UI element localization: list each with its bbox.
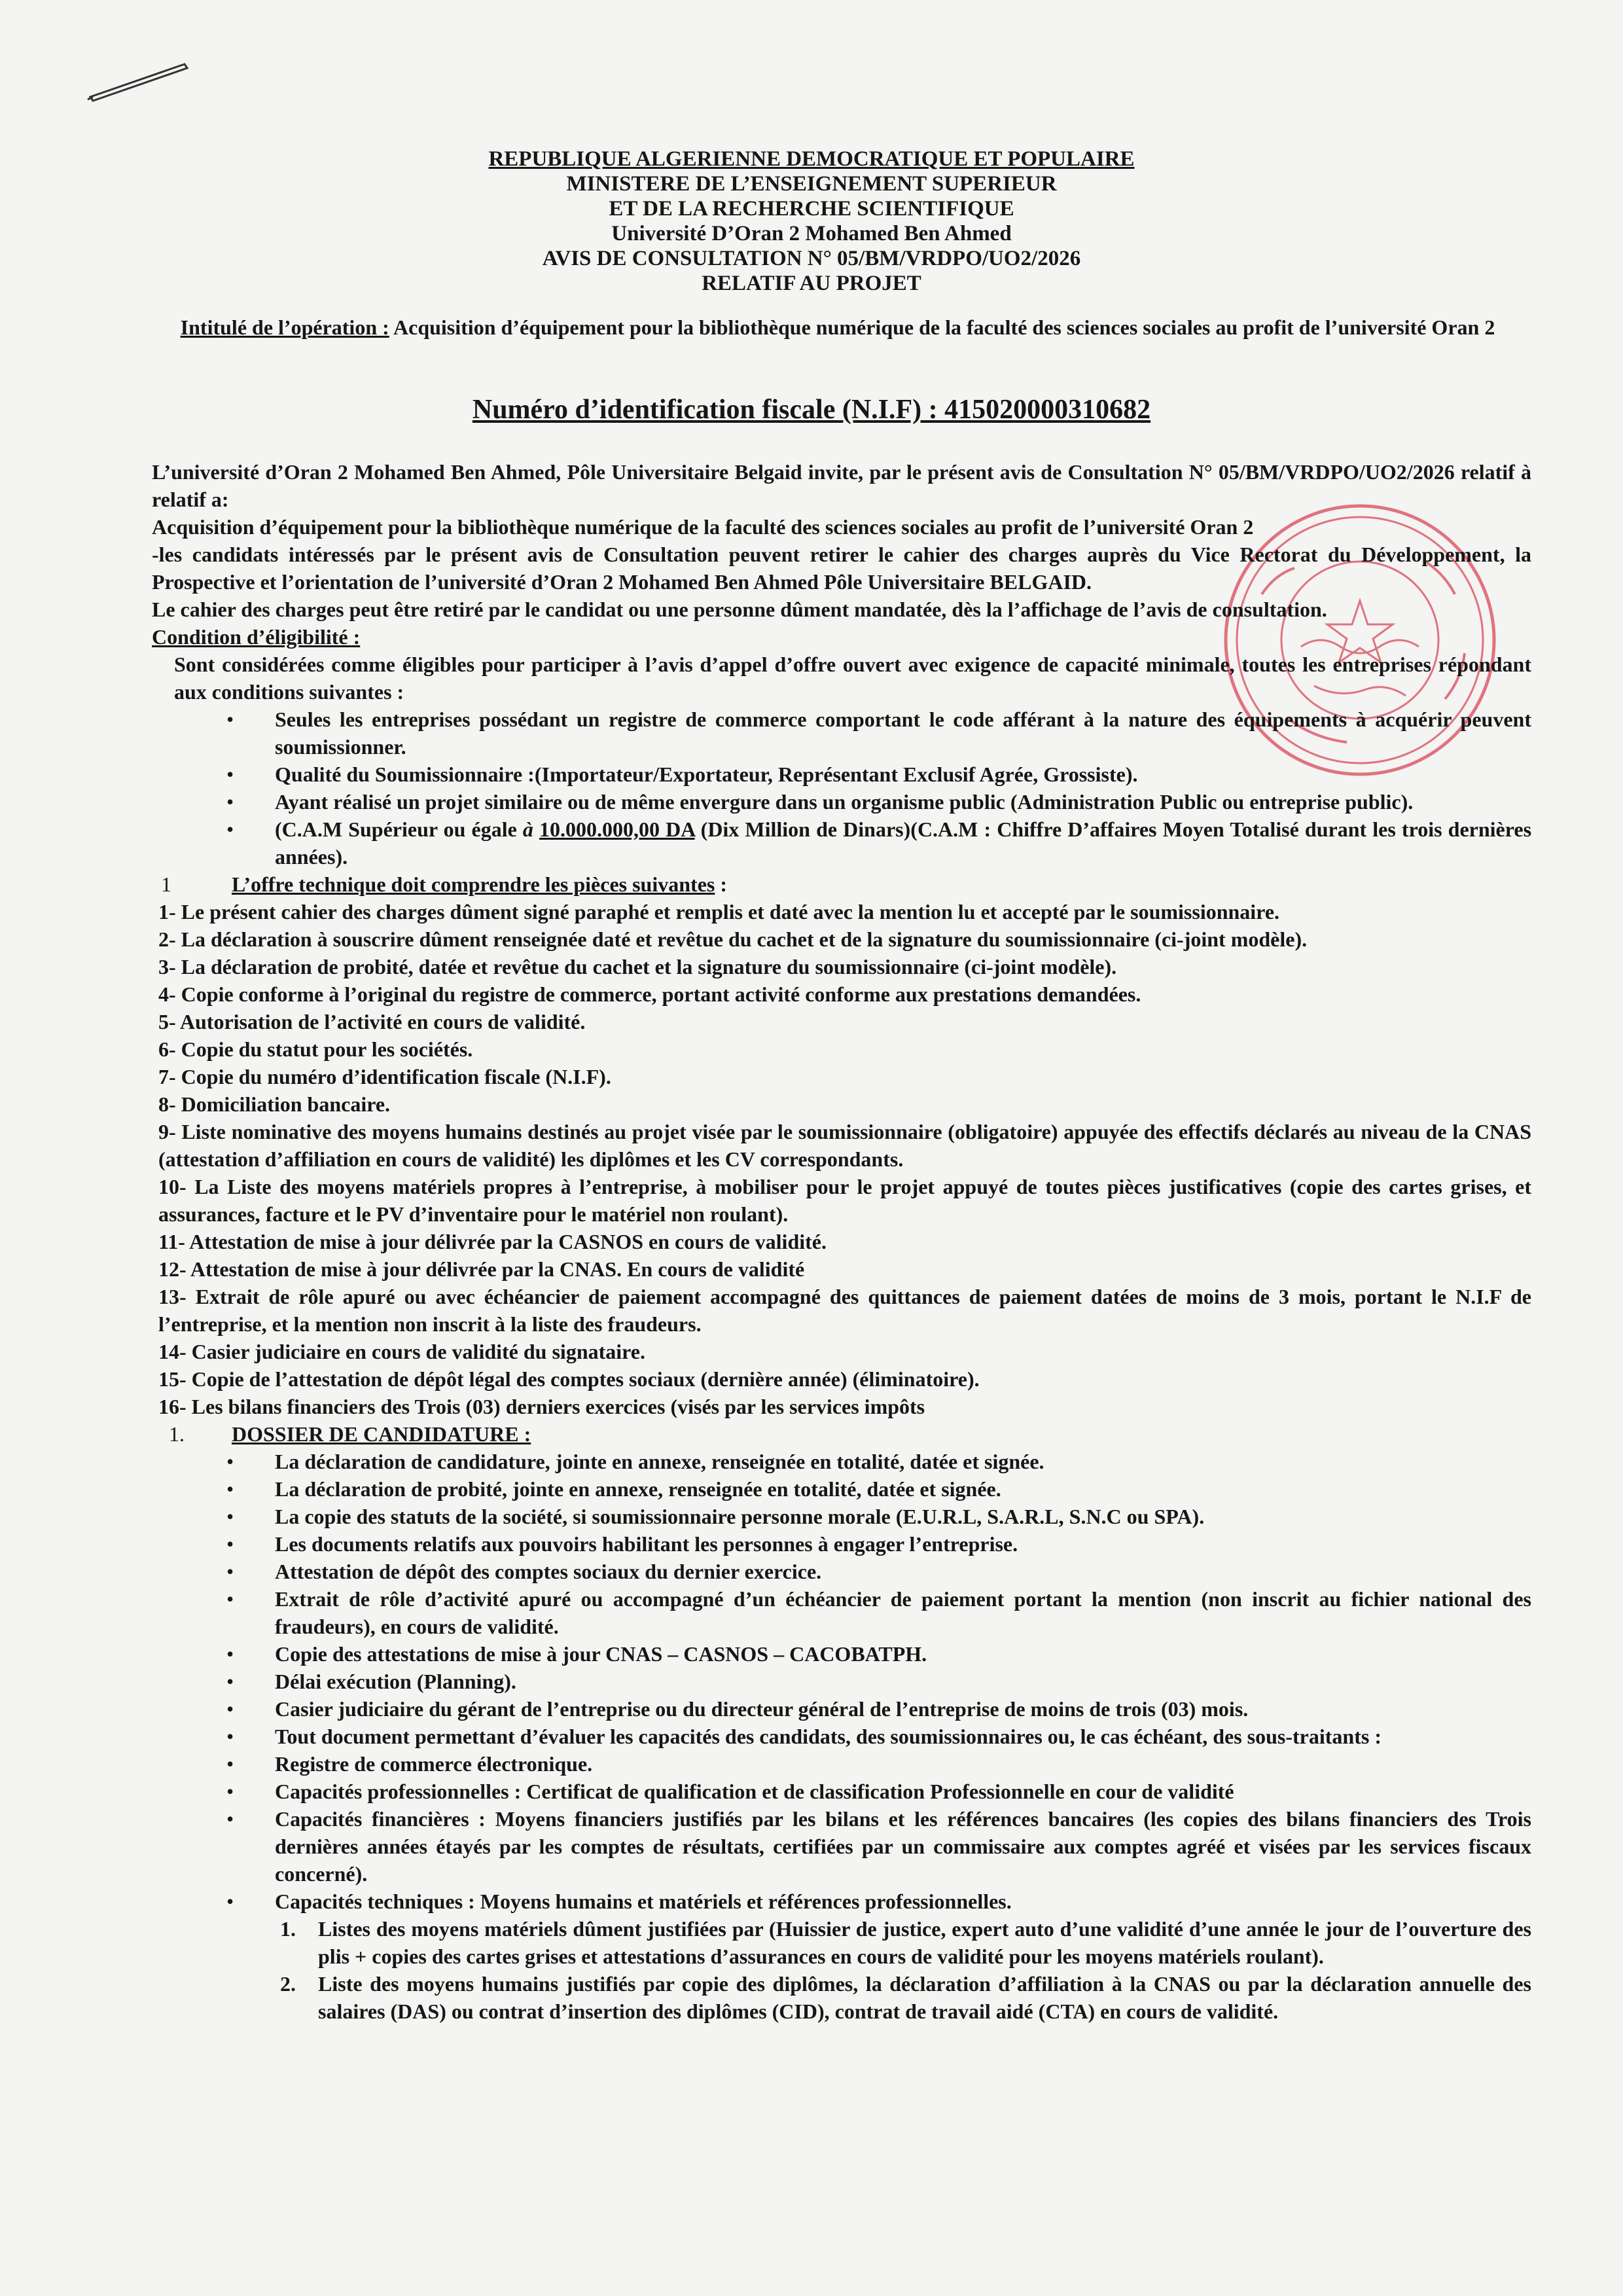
technical-item: 7- Copie du numéro d’identification fiscale (N.I.F).: [158, 1065, 611, 1088]
header-university: Université D’Oran 2 Mohamed Ben Ahmed: [611, 222, 1012, 245]
technical-item: 10- La Liste des moyens matériels propres à l’entreprise, à mobiliser pour le projet appuyé de toutes pièces justificatives (copie des cartes grises, et assurances, facture et le PV d’inventaire pour le matériel non roulant).: [158, 1175, 1531, 1226]
technical-offer-heading: 1 L’offre technique doit comprendre les pièces suivantes :: [152, 870, 1531, 898]
technical-item: 8- Domiciliation bancaire.: [158, 1092, 391, 1116]
eligibility-item: • Ayant réalisé un projet similaire ou de même envergure dans un organisme public (Administration Public ou entreprise public).: [275, 788, 1531, 816]
capacity-subitem: 1. Listes des moyens matériels dûment justifiées par (Huissier de justice, expert auto d’une validité d’une année le jour de l’ouverture des plis + copies des cartes grises et attestations d’assurances en cours de validité pour les moyens matériels roulant).: [280, 1917, 1531, 1968]
candidature-item: • Tout document permettant d’évaluer les capacités des candidats, des soumissionnaires ou, le cas échéant, des sous-traitants :: [275, 1723, 1531, 1750]
document-body: [152, 458, 1531, 2025]
technical-item: 4- Copie conforme à l’original du registre de commerce, portant activité conforme aux prestations demandées.: [158, 982, 1141, 1006]
eligibility-list: [152, 706, 1531, 870]
intro-object: Acquisition d’équipement pour la bibliothèque numérique de la faculté des sciences sociales au profit de l’université Oran 2: [152, 515, 1254, 539]
candidature-list: [152, 1448, 1531, 1915]
operation-title: [164, 313, 1512, 342]
candidature-heading: [152, 1420, 1531, 1448]
technical-item: 16- Les bilans financiers des Trois (03) derniers exercices (visés par les services impôts: [158, 1395, 925, 1418]
candidature-item: • Copie des attestations de mise à jour CNAS – CASNOS – CACOBATPH.: [275, 1640, 1531, 1668]
candidature-item: • Attestation de dépôt des comptes sociaux du dernier exercice.: [275, 1558, 1531, 1585]
candidature-item: • Casier judiciaire du gérant de l’entreprise ou du directeur général de l’entreprise de moins de trois (03) mois.: [275, 1695, 1531, 1723]
candidature-number: 1.: [169, 1422, 185, 1446]
candidature-item: • Capacités financières : Moyens financiers justifiés par les bilans et les références bancaires (les copies des bilans financiers des Trois dernières années étayés par les comptes de résultats, certifiées par un commissaire aux comptes agréé et visées par les services fiscaux concerné).: [275, 1805, 1531, 1888]
candidature-item: • Les documents relatifs aux pouvoirs habilitant les personnes à engager l’entreprise.: [275, 1530, 1531, 1558]
intro-mandate: Le cahier des charges peut être retiré par le candidat ou une personne dûment mandatée, dès la l’affichage de l’avis de consultation.: [152, 598, 1327, 621]
header-ministry: MINISTERE DE L’ENSEIGNEMENT SUPERIEUR: [566, 172, 1057, 196]
operation-title-text: Acquisition d’équipement pour la bibliothèque numérique de la faculté des sciences sociales au profit de l’université Oran 2: [389, 315, 1495, 339]
technical-offer-number: 1: [161, 872, 171, 896]
fiscal-id-text: Numéro d’identification fiscale (N.I.F) : 415020000310682: [472, 395, 1151, 425]
header-republic: REPUBLIQUE ALGERIENNE DEMOCRATIQUE ET POPULAIRE: [488, 147, 1135, 171]
capacity-subitem: 2. Liste des moyens humains justifiés par copie des diplômes, la déclaration d’affiliation à la CNAS ou par la déclaration annuelle des salaires (DAS) ou contrat d’insertion des diplômes (CID), contrat de travail aidé (CTA) en cours de validité.: [280, 1972, 1531, 2023]
intro-invitation: L’université d’Oran 2 Mohamed Ben Ahmed, Pôle Universitaire Belgaid invite, par le présent avis de Consultation N° 05/BM/VRDPO/UO2/2026 relatif à relatif a:: [152, 460, 1531, 511]
technical-offer-list: [152, 898, 1531, 1420]
candidature-item: • Capacités professionnelles : Certificat de qualification et de classification Professionnelle en cour de validité: [275, 1778, 1531, 1805]
pen-stroke-mark: [86, 59, 191, 105]
candidature-title: DOSSIER DE CANDIDATURE :: [232, 1422, 531, 1446]
technical-item: 3- La déclaration de probité, datée et revêtue du cachet et la signature du soumissionnaire (ci-joint modèle).: [158, 955, 1117, 978]
eligibility-item: • Seules les entreprises possédant un registre de commerce comportant le code afférant à la nature des équipements à acquérir peuvent soumissionner.: [275, 706, 1531, 761]
candidature-item: • Registre de commerce électronique.: [275, 1750, 1531, 1778]
header-project: RELATIF AU PROJET: [702, 272, 921, 295]
header-ministry-2: ET DE LA RECHERCHE SCIENTIFIQUE: [609, 197, 1014, 221]
operation-title-label: Intitulé de l’opération :: [180, 315, 389, 339]
technical-item: 5- Autorisation de l’activité en cours de validité.: [158, 1010, 586, 1033]
fiscal-id: [0, 394, 1623, 425]
technical-item: 12- Attestation de mise à jour délivrée par la CNAS. En cours de validité: [158, 1257, 805, 1281]
technical-item: 6- Copie du statut pour les sociétés.: [158, 1037, 473, 1061]
eligibility-intro: Sont considérées comme éligibles pour participer à l’avis d’appel d’offre ouvert avec exigence de capacité minimale, toutes les entreprises répondant aux conditions suivantes :: [174, 653, 1531, 704]
candidature-item: • Délai exécution (Planning).: [275, 1668, 1531, 1695]
technical-item: 13- Extrait de rôle apuré ou avec échéancier de paiement accompagné des quittances de paiement datées de moins de 3 mois, portant le N.I.F de l’entreprise, et la mention non inscrit à la liste des fraudeurs.: [158, 1285, 1531, 1336]
technical-item: 15- Copie de l’attestation de dépôt légal des comptes sociaux (dernière année) (éliminatoire).: [158, 1367, 980, 1391]
header-consultation-number: AVIS DE CONSULTATION N° 05/BM/VRDPO/UO2/2026: [542, 247, 1081, 270]
eligibility-title: Condition d’éligibilité :: [152, 625, 361, 649]
technical-item: 11- Attestation de mise à jour délivrée par la CASNOS en cours de validité.: [158, 1230, 827, 1253]
technical-item: 2- La déclaration à souscrire dûment renseignée daté et revêtue du cachet et de la signature du soumissionnaire (ci-joint modèle).: [158, 927, 1308, 951]
technical-offer-title: L’offre technique doit comprendre les pièces suivantes: [232, 872, 715, 896]
candidature-item: • La copie des statuts de la société, si soumissionnaire personne morale (E.U.R.L, S.A.R.L, S.N.C ou SPA).: [275, 1503, 1531, 1530]
intro-withdraw: -les candidats intéressés par le présent avis de Consultation peuvent retirer le cahier des charges auprès du Vice Rectorat du Développement, la Prospective et l’orientation de l’université d’Oran 2 Mohamed Ben Ahmed Pôle Universitaire BELGAID.: [152, 543, 1531, 594]
candidature-item: • Capacités techniques : Moyens humains et matériels et références professionnelles.: [275, 1888, 1531, 1915]
technical-item: 14- Casier judiciaire en cours de validité du signataire.: [158, 1340, 645, 1363]
candidature-item: • La déclaration de candidature, jointe en annexe, renseignée en totalité, datée et signée.: [275, 1448, 1531, 1475]
candidature-item: • Extrait de rôle d’activité apuré ou accompagné d’un échéancier de paiement portant la mention (non inscrit au fichier national des fraudeurs), en cours de validité.: [275, 1585, 1531, 1640]
eligibility-item-cam: • (C.A.M Supérieur ou égale à 10.000.000,00 DA (Dix Million de Dinars)(C.A.M : Chiffre D’affaires Moyen Totalisé durant les trois dernières années).: [275, 816, 1531, 870]
technical-item: 9- Liste nominative des moyens humains destinés au projet visée par le soumissionnaire (obligatoire) appuyée des effectifs déclarés au niveau de la CNAS (attestation d’affiliation en cours de validité) les diplômes et les CV correspondants.: [158, 1120, 1531, 1171]
technical-item: 1- Le présent cahier des charges dûment signé paraphé et remplis et daté avec la mention lu et accepté par le soumissionnaire.: [158, 900, 1280, 924]
technical-capacity-sublist: [152, 1915, 1531, 2025]
candidature-item: • La déclaration de probité, jointe en annexe, renseignée en totalité, datée et signée.: [275, 1475, 1531, 1503]
document-header: [0, 147, 1623, 296]
eligibility-item: • Qualité du Soumissionnaire :(Importateur/Exportateur, Représentant Exclusif Agrée, Grossiste).: [275, 761, 1531, 788]
